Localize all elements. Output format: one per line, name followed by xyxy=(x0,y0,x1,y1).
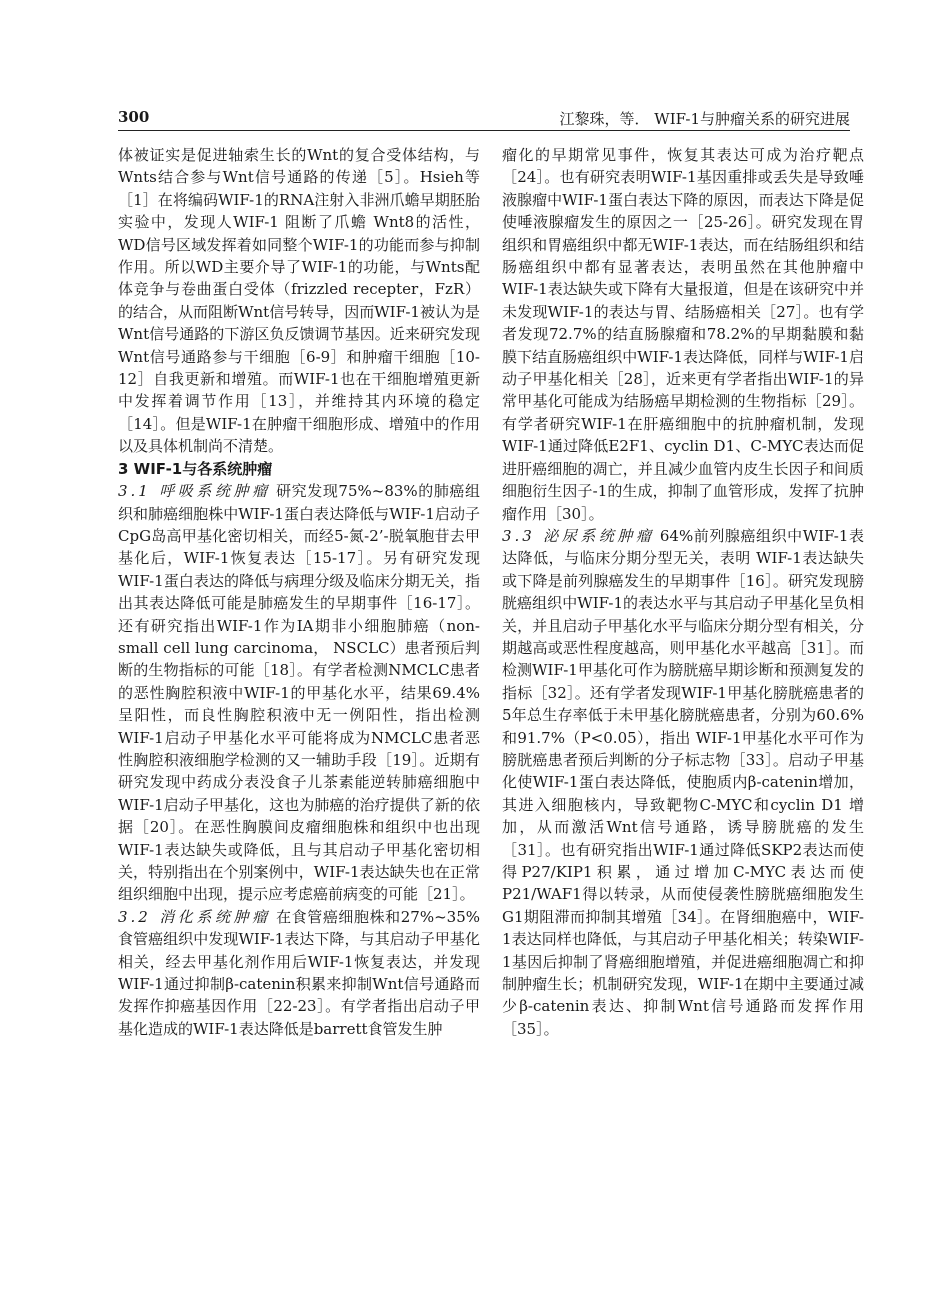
page-number: 300 xyxy=(118,108,150,126)
right-column xyxy=(502,144,864,1040)
subsection-heading: 3.2 消化系统肿瘤 xyxy=(118,907,271,926)
paragraph-text: 64%前列腺癌组织中WIF-1表达降低，与临床分期分型无关，表明 WIF-1表达缺失或下降是前列腺癌发生的早期事件［16］。研究发现膀胱癌组织中WIF-1的表达水平与其启动子甲基化呈负相关，并且启动子甲基化水平与临床分期分型有相关，分期越高或恶性程度越高，则甲基化水平越高［31］。而检测WIF-1甲基化可作为膀胱癌早期诊断和预测复发的指标［32］。还有学者发现WIF-1甲基化膀胱癌患者的5年总生存率低于未甲基化膀胱癌患者，分别为60.6%和91.7%（P<0.05），指出 WIF-1甲基化水平可作为膀胱癌患者预后判断的分子标志物［33］。启动子甲基化使WIF-1蛋白表达降低，使胞质内β-catenin增加，其进入细胞核内，导致靶物C-MYC和cyclin D1 增加，从而激活Wnt信号通路，诱导膀胱癌的发生［31］。也有研究指出WIF-1通过降低SKP2表达而使得P27/KIP1积累，通过增加C-MYC表达而使P21/WAF1得以转录，从而使侵袭性膀胱癌细胞发生G1期阻滞而抑制其增殖［34］。在肾细胞癌中，WIF-1表达同样也降低，与其启动子甲基化相关；转染WIF-1基因后抑制了肾癌细胞增殖，并促进癌细胞凋亡和抑制肿瘤生长；机制研究发现，WIF-1在期中主要通过减少β-catenin表达、抑制Wnt信号通路而发挥作用［35］。 xyxy=(502,526,864,1038)
subsection-heading: 3.3 泌尿系统肿瘤 xyxy=(502,526,655,545)
paragraph: 体被证实是促进轴索生长的Wnt的复合受体结构，与Wnts结合参与Wnt信号通路的传递［5］。Hsieh等［1］在将编码WIF-1的RNA注射入非洲爪蟾早期胚胎实验中，发现人WIF-1 阻断了爪蟾 Wnt8的活性，WD信号区域发挥着如同整个WIF-1的功能而参与抑制作用。所以WD主要介导了WIF-1的功能，与Wnts配体竞争与卷曲蛋白受体（frizzled recepter，FzR）的结合，从而阻断Wnt信号转导，因而WIF-1被认为是Wnt信号通路的下游区负反馈调节基因。近来研究发现Wnt信号通路参与干细胞［6-9］和肿瘤干细胞［10-12］自我更新和增殖。而WIF-1也在干细胞增殖更新中发挥着调节作用［13］，并维持其内环境的稳定［14］。但是WIF-1在肿瘤干细胞形成、增殖中的作用以及具体机制尚不清楚。 xyxy=(118,146,480,456)
page-header xyxy=(118,104,850,131)
paragraph: 瘤化的早期常见事件，恢复其表达可成为治疗靶点［24］。也有研究表明WIF-1基因重排或丢失是导致唾液腺瘤中WIF-1蛋白表达下降的原因，而表达下降是促使唾液腺瘤发生的原因之一［25-26］。研究发现在胃组织和胃癌组织中都无WIF-1表达，而在结肠组织和结肠癌组织中都有显著表达，表明虽然在其他肿瘤中WIF-1表达缺失或下降有大量报道，但是在该研究中并未发现WIF-1的表达与胃、结肠癌相关［27］。也有学者发现72.7%的结直肠腺瘤和78.2%的早期黏膜和黏膜下结直肠癌组织中WIF-1表达降低，同样与WIF-1启动子甲基化相关［28］，近来更有学者指出WIF-1的异常甲基化可能成为结肠癌早期检测的生物指标［29］。有学者研究WIF-1在肝癌细胞中的抗肿瘤机制，发现WIF-1通过降低E2F1、cyclin D1、C-MYC表达而促进肝癌细胞的凋亡，并且减少血管内皮生长因子和间质细胞衍生因子-1的生成，抑制了血管形成，发挥了抗肿瘤作用［30］。 xyxy=(502,146,864,523)
paragraph xyxy=(502,525,864,1040)
left-column xyxy=(118,144,480,1040)
paragraph-text: 研究发现75%~83%的肺癌组织和肺癌细胞株中WIF-1蛋白表达降低与WIF-1启动子CpG岛高甲基化密切相关，而经5-氮-2’-脱氧胞苷去甲基化后，WIF-1恢复表达［15-17］。另有研究发现WIF-1蛋白表达的降低与病理分级及临床分期无关，指出其表达降低可能是肺癌发生的早期事件［16-17］。还有研究指出WIF-1作为IA期非小细胞肺癌（non-small cell lung carcinoma， NSCLC）患者预后判断的生物指标的可能［18］。有学者检测NMCLC患者的恶性胸腔积液中WIF-1的甲基化水平，结果69.4%呈阳性，而良性胸腔积液中无一例阳性，指出检测WIF-1启动子甲基化水平可能将成为NMCLC患者恶性胸腔积液细胞学检测的又一辅助手段［19］。近期有研究发现中药成分表没食子儿茶素能逆转肺癌细胞中WIF-1启动子甲基化，这也为肺癌的治疗提供了新的依据［20］。在恶性胸膜间皮瘤细胞株和组织中也出现WIF-1表达缺失或降低，且与其启动子甲基化密切相关，特别指出在个别案例中，WIF-1表达缺失也在正常组织细胞中出现，提示应考虑癌前病变的可能［21］。 xyxy=(118,482,480,904)
paragraph xyxy=(118,906,480,1040)
subsection-heading: 3.1 呼吸系统肿瘤 xyxy=(118,482,271,501)
running-head: 江黎珠，等． WIF-1与肿瘤关系的研究进展 xyxy=(559,110,850,128)
section-heading: 3 WIF-1与各系统肿瘤 xyxy=(118,459,273,478)
paragraph xyxy=(118,480,480,906)
paragraph-text: 在食管癌细胞株和27%~35%食管癌组织中发现WIF-1表达下降，与其启动子甲基化相关，经去甲基化剂作用后WIF-1恢复表达，并发现WIF-1通过抑制β-catenin积累来抑制Wnt信号通路而发挥作抑癌基因作用［22-23］。有学者指出启动子甲基化造成的WIF-1表达降低是barrett食管发生肿 xyxy=(118,907,480,1038)
